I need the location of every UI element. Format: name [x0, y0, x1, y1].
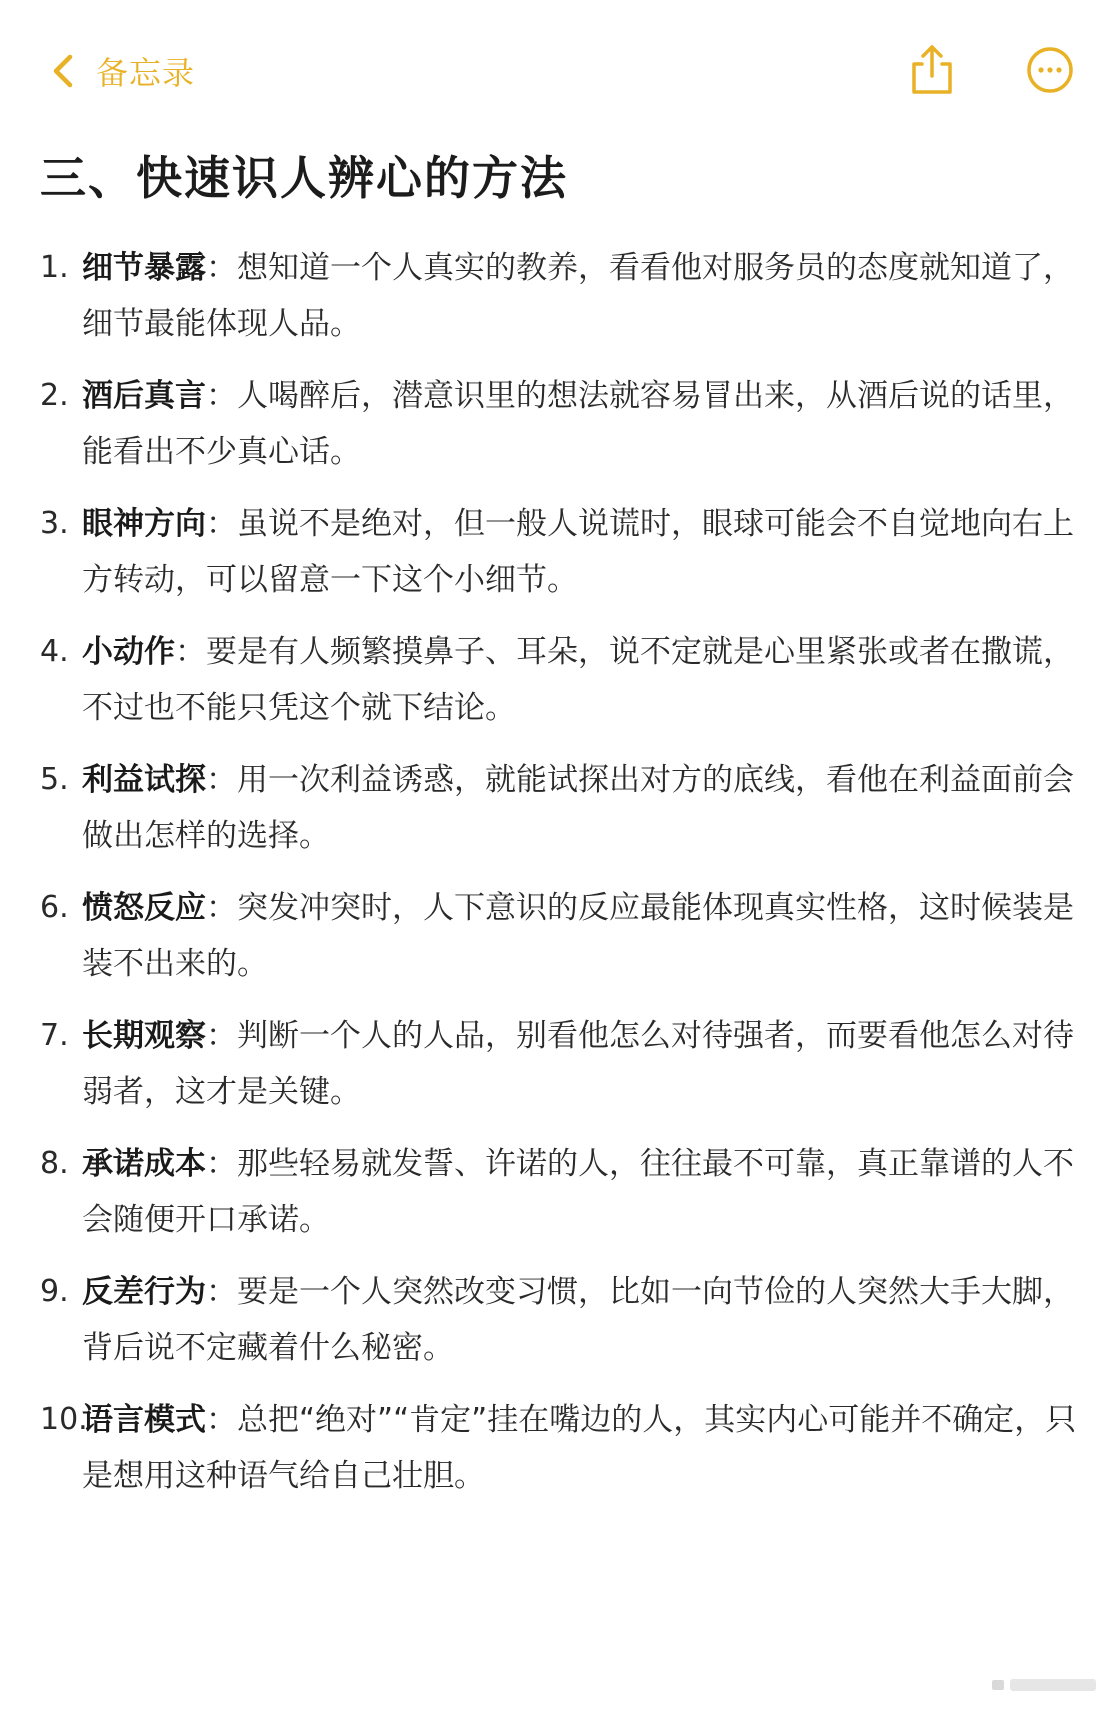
list-item: [40, 1264, 1080, 1376]
list-item-text: 人喝醉后，潜意识里的想法就容易冒出来，从酒后说的话里，能看出不少真心话。: [82, 378, 1074, 470]
note-title: 三、快速识人辨心的方法: [40, 151, 568, 205]
list-item-number: 5.: [40, 762, 69, 797]
list-item: [40, 1136, 1080, 1248]
list-item: [40, 624, 1080, 736]
list-item: [40, 496, 1080, 608]
list-item-separator: ：: [206, 1146, 237, 1182]
list-item-text: 虽说不是绝对，但一般人说谎时，眼球可能会不自觉地向右上方转动，可以留意一下这个小细节。: [82, 506, 1074, 598]
list-item-term: 眼神方向: [82, 506, 206, 542]
list-item-term: 反差行为: [82, 1274, 206, 1310]
list-item-text: 要是一个人突然改变习惯，比如一向节俭的人突然大手大脚，背后说不定藏着什么秘密。: [82, 1274, 1074, 1366]
back-button[interactable]: [50, 48, 195, 94]
list-item-term: 长期观察: [82, 1018, 206, 1054]
list-item-number: 1.: [40, 250, 69, 285]
more-ellipsis-icon[interactable]: [1026, 46, 1074, 94]
share-icon[interactable]: [908, 42, 956, 96]
list-item-separator: ：: [206, 506, 237, 542]
list-item-term: 承诺成本: [82, 1146, 206, 1182]
list-item-term: 愤怒反应: [82, 890, 206, 926]
list-item-text: 总把“绝对”“肯定”挂在嘴边的人，其实内心可能并不确定，只是想用这种语气给自己壮胆。: [82, 1402, 1077, 1494]
list-item-number: 4.: [40, 634, 69, 669]
back-label: 备忘录: [96, 54, 196, 92]
list-item-text: 判断一个人的人品，别看他怎么对待强者，而要看他怎么对待弱者，这才是关键。: [82, 1018, 1074, 1110]
list-item-text: 要是有人频繁摸鼻子、耳朵，说不定就是心里紧张或者在撒谎，不过也不能只凭这个就下结论。: [82, 634, 1074, 726]
list-item-separator: ：: [206, 1274, 237, 1310]
list-item-text: 突发冲突时，人下意识的反应最能体现真实性格，这时候装是装不出来的。: [82, 890, 1074, 982]
note-list: [40, 240, 1080, 1520]
list-item-number: 10.: [40, 1402, 88, 1437]
list-item-term: 利益试探: [82, 762, 206, 798]
list-item: [40, 368, 1080, 480]
list-item-separator: ：: [175, 634, 206, 670]
list-item-separator: ：: [206, 378, 237, 414]
list-item-term: 酒后真言: [82, 378, 206, 414]
navigation-bar: [0, 0, 1114, 140]
chevron-left-icon: [50, 51, 78, 91]
list-item-number: 2.: [40, 378, 69, 413]
list-item-number: 8.: [40, 1146, 69, 1181]
list-item-term: 小动作: [82, 634, 175, 670]
list-item-text: 用一次利益诱惑，就能试探出对方的底线，看他在利益面前会做出怎样的选择。: [82, 762, 1074, 854]
list-item-separator: ：: [206, 890, 237, 926]
list-item: [40, 752, 1080, 864]
list-item-number: 6.: [40, 890, 69, 925]
list-item-text: 想知道一个人真实的教养，看看他对服务员的态度就知道了，细节最能体现人品。: [82, 250, 1074, 342]
list-item: [40, 880, 1080, 992]
list-item-number: 7.: [40, 1018, 69, 1053]
list-item-separator: ：: [206, 250, 237, 286]
list-item-separator: ：: [206, 1402, 237, 1438]
list-item: [40, 1008, 1080, 1120]
list-item-term: 语言模式: [82, 1402, 206, 1438]
list-item-text: 那些轻易就发誓、许诺的人，往往最不可靠，真正靠谱的人不会随便开口承诺。: [82, 1146, 1074, 1238]
list-item-separator: ：: [206, 762, 237, 798]
list-item-separator: ：: [206, 1018, 237, 1054]
list-item: [40, 1392, 1080, 1504]
list-item-number: 9.: [40, 1274, 69, 1309]
list-item-number: 3.: [40, 506, 69, 541]
watermark-logo: [990, 1674, 1100, 1696]
list-item: [40, 240, 1080, 352]
list-item-term: 细节暴露: [82, 250, 206, 286]
